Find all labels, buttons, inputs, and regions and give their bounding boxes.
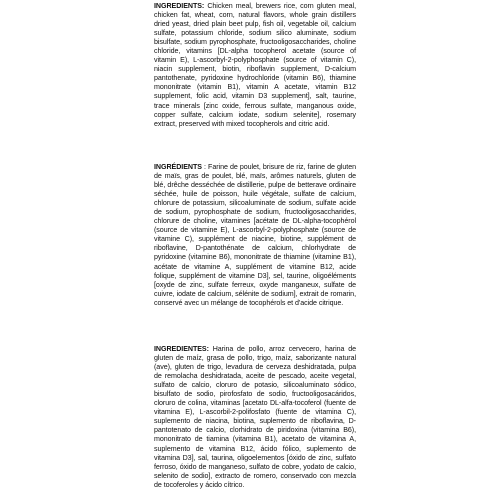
- ingredients-text: : Farine de poulet, brisure de riz, farine de gluten de maïs, gras de poulet, blé, maïs, arômes naturels, gluten de blé, drêche desséchée de distillerie, pulpe de betterave ordinaire séchée, huile de poisson, huile végétale, sulfate de calcium, chlorure de potassium, silicoaluminate de sodium, sulfate acide de sodium, pyrophosphate de sodium, fructooligosaccharides, chlorure de choline, vitamines [acétate de DL-alpha-tocophérol (source de vitamine E), L-ascorbyl-2-polyphosphate (source de vitamine C), supplément de niacine, biotine, supplément de riboflavine, D-pantothénate de calcium, chlorhydrate de pyridoxine (vitamine B6), mononitrate de thiamine (vitamine B1), acétate de vitamine A, supplément de vitamine B12, acide folique, supplément de vitamine D3], sel, taurine, oligoéléments [oxyde de zinc, sulfate ferreux, oxyde manganeux, sulfate de cuivre, iodate de calcium, sélénite de sodium], extrait de romarin, conservé avec un mélange de tocophérols et d'acide citrique.: [154, 163, 356, 307]
- ingredients-label: INGRÉDIENTS: [154, 163, 202, 171]
- ingredients-french: [154, 163, 356, 308]
- ingredients-spanish: [154, 345, 356, 490]
- ingredients-text: Chicken meal, brewers rice, corn gluten meal, chicken fat, wheat, corn, natural flavors, whole grain distillers dried yeast, dried plain beet pulp, fish oil, vegetable oil, calcium sulfate, potassium chloride, sodium silico aluminate, sodium bisulfate, sodium pyrophosphate, fructooligosaccharides, choline chloride, vitamins [DL-alpha tocopherol acetate (source of vitamin E), L-ascorbyl-2-polyphosphate (source of vitamin C), niacin supplement, biotin, riboflavin supplement, D-calcium pantothenate, pyridoxine hydrochloride (vitamin B6), thiamine mononitrate (vitamin B1), vitamin A acetate, vitamin B12 supplement, folic acid, vitamin D3 supplement], salt, taurine, trace minerals [zinc oxide, ferrous sulfate, manganous oxide, copper sulfate, calcium iodate, sodium selenite], rosemary extract, preserved with mixed tocopherols and citric acid.: [154, 2, 356, 128]
- ingredients-label: INGREDIENTES:: [154, 345, 209, 353]
- ingredients-text: Harina de pollo, arroz cervecero, harina de gluten de maíz, grasa de pollo, trigo, maíz, saborizante natural (ave), gluten de trigo, levadura de cerveza deshidratada, pulpa de remolacha deshidratada, aceite de pescado, aceite vegetal, sulfato de calcio, cloruro de potasio, silicoaluminato sódico, bisulfato de sodio, pirofosfato de sodio, fructooligosacáridos, cloruro de colina, vitaminas [acetato DL-alfa-tocoferol (fuente de vitamina E), L-ascorbil-2-polifosfato (fuente de vitamina C), suplemento de niacina, biotina, suplemento de riboflavina, D-pantotenato de calcio, clorhidrato de piridoxina (vitamina B6), mononitrato de tiamina (vitamina B1), acetato de vitamina A, suplemento de vitamina B12, ácido fólico, suplemento de vitamina D3], sal, taurina, oligoelementos [óxido de zinc, sulfato ferroso, óxido de manganeso, sulfato de cobre, yodato de calcio, selenito de sodio], extracto de romero, conservado con mezcla de tocoferoles y ácido cítrico.: [154, 345, 356, 489]
- ingredients-english: [154, 2, 356, 129]
- ingredients-label: INGREDIENTS:: [154, 2, 205, 10]
